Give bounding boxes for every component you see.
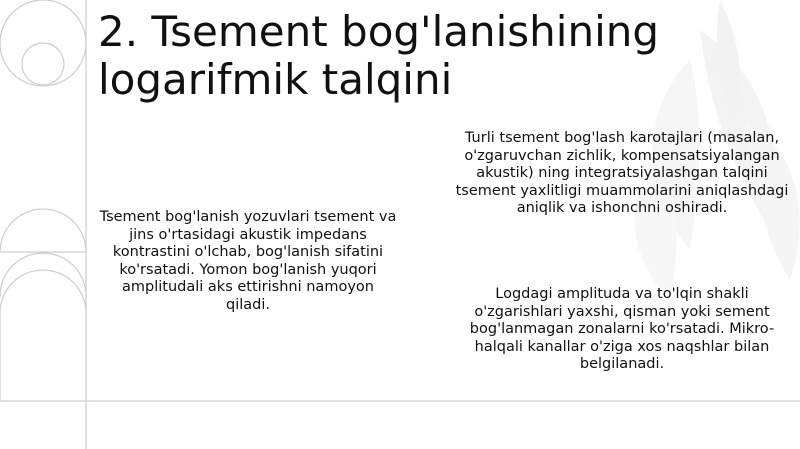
slide-title-line-2: logarifmik talqini bbox=[98, 55, 453, 104]
slide-title-line-1: 2. Tsement bog'lanishining bbox=[98, 7, 660, 56]
right-top-text-block: Turli tsement bog'lash karotajlari (masalan, o'zgaruvchan zichlik, kompensatsiyalangan akustik) ning integratsiyalashgan talqini tsement yaxlitligi muammolarini aniqlashdagi aniqlik va ishonchni oshiradi. bbox=[455, 130, 789, 216]
arch-outline bbox=[0, 253, 86, 296]
left-text-block: Tsement bog'lanish yozuvlari tsement va jins o'rtasidagi akustik impedans kontrastini o'lchab, bog'lanish sifatini ko'rsatadi. Yomon bog'lanish yuqori amplitudali aks ettirishni namoyon qiladi. bbox=[99, 209, 397, 313]
slide-title bbox=[98, 8, 788, 104]
top-small-circle bbox=[22, 43, 64, 85]
lower-arch bbox=[0, 270, 86, 313]
right-bottom-text-block: Logdagi amplituda va to'lqin shakli o'zgarishlari yaxshi, qisman yoki sement bog'lanmagan zonalarni ko'rsatadi. Mikro-halqali kanallar o'ziga xos naqshlar bilan belgilanadi. bbox=[469, 286, 775, 372]
upper-arch bbox=[0, 209, 86, 252]
